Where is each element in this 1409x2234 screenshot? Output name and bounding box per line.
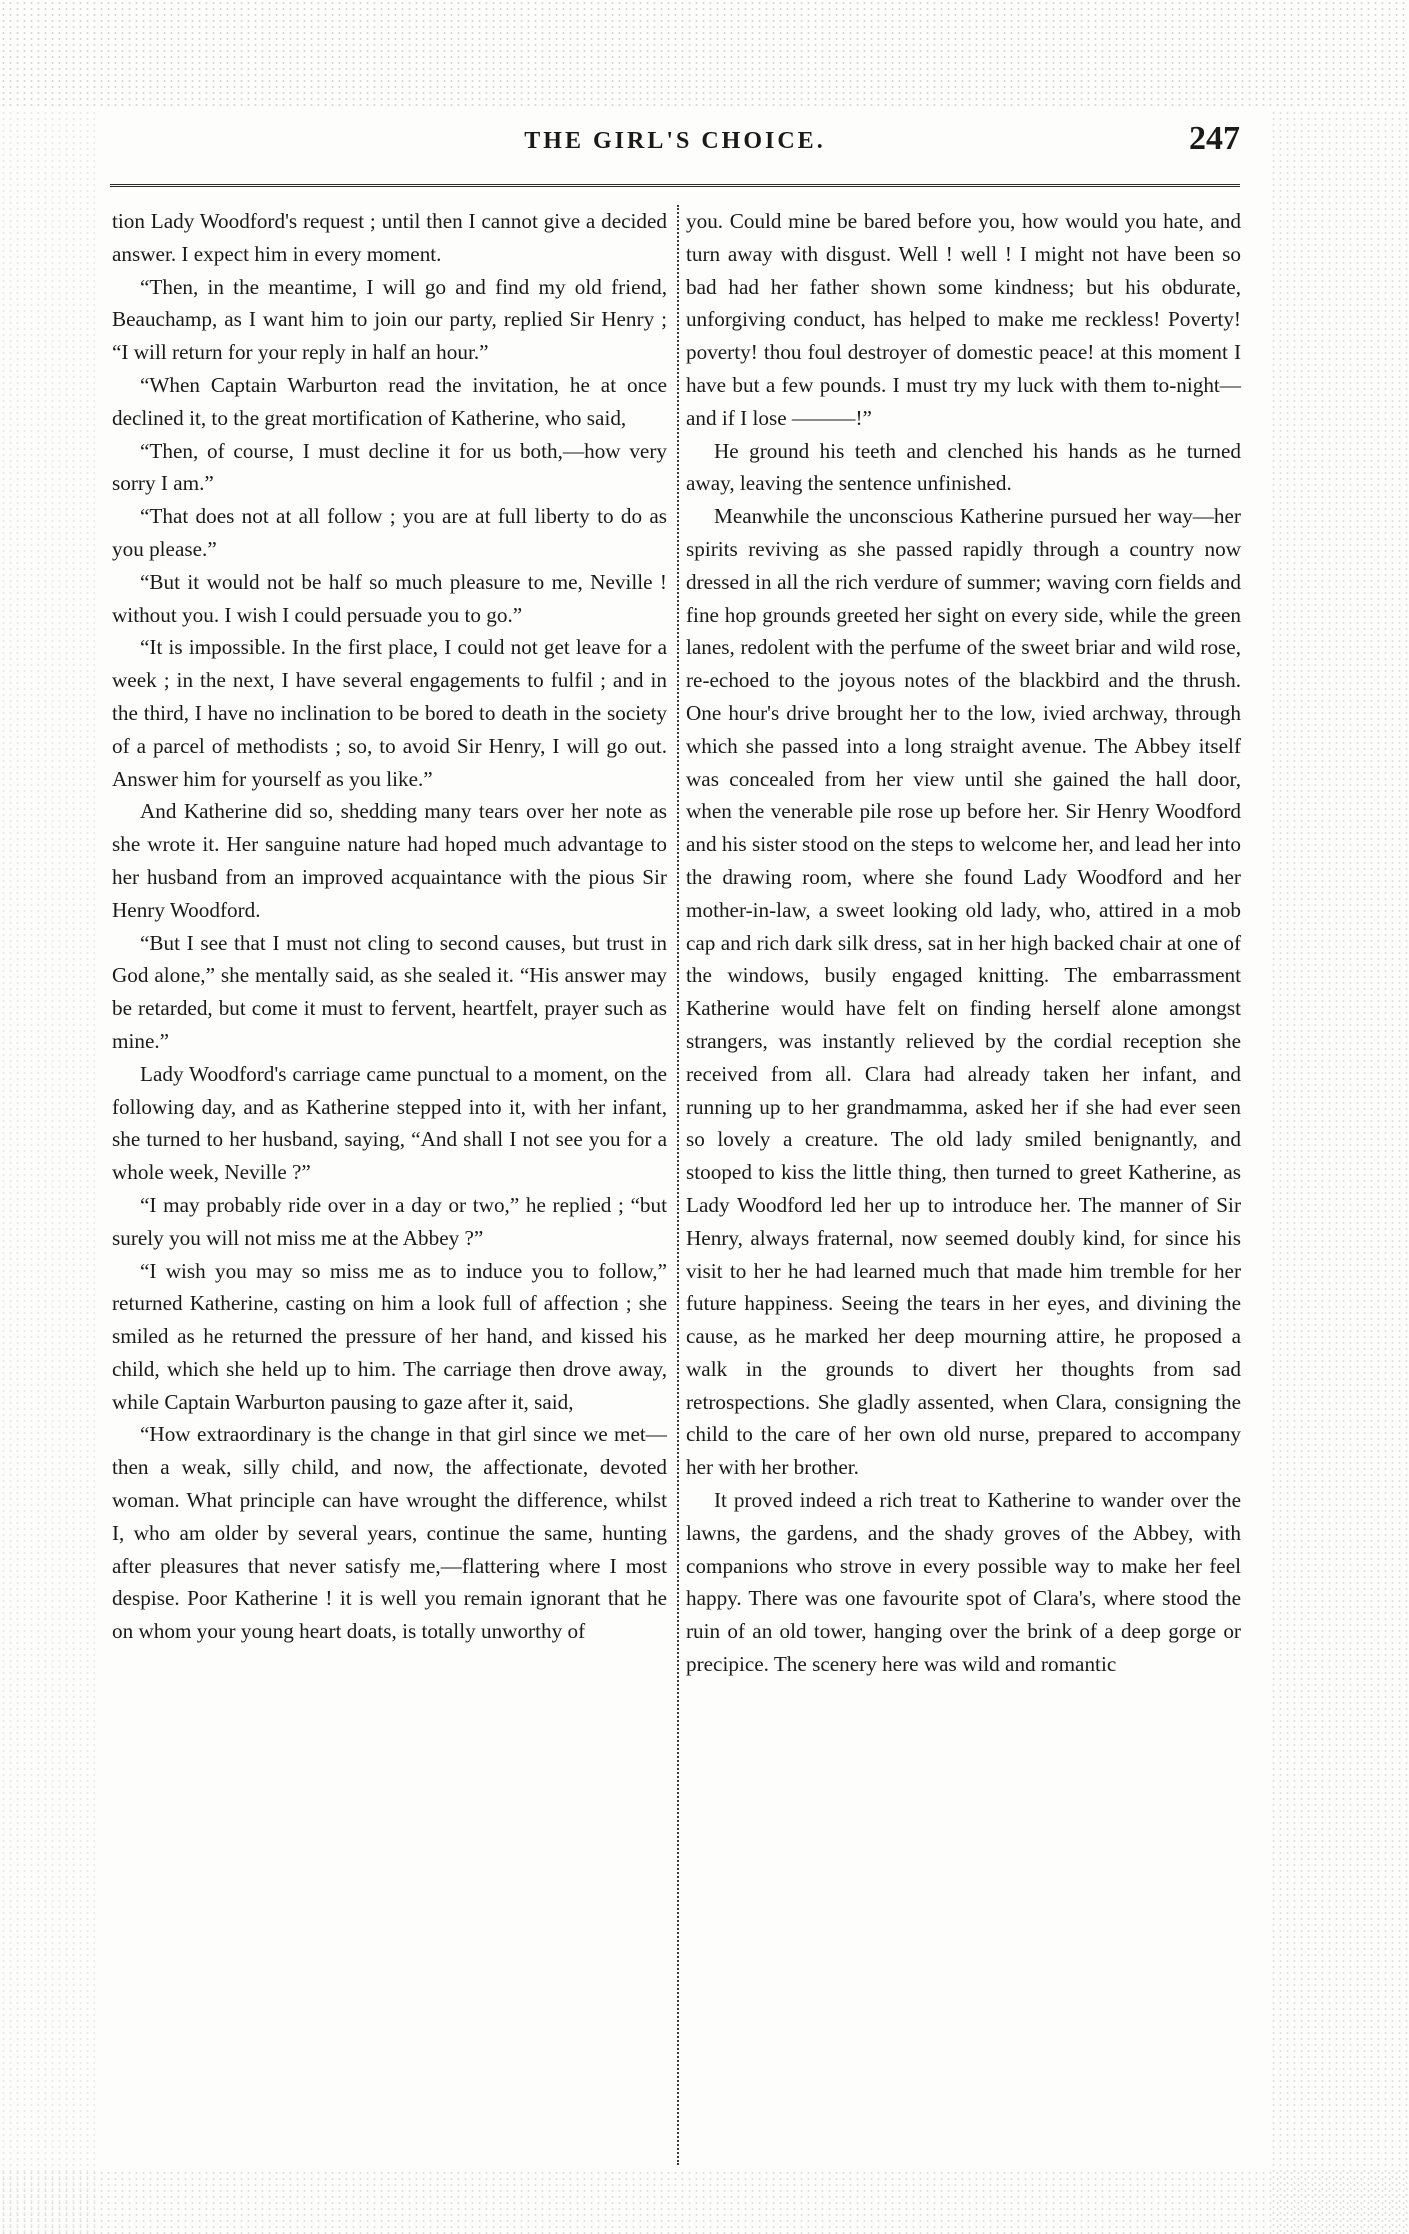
paragraph: you. Could mine be bared before you, how would you hate, and turn away with disgust. Well ! well ! I might not have been so bad had her father shown some kindness; but his obdurate, unforgiving conduct, has helped to make me reckless! Poverty! poverty! thou foul destroyer of domestic peace! at this moment I have but a few pounds. I must try my luck with them to-night—and if I lose ———!” (686, 209, 1241, 430)
right-column (686, 205, 1241, 1681)
paragraph: Meanwhile the unconscious Katherine pursued her way—her spirits reviving as she passed rapidly through a country now dressed in all the rich verdure of summer; waving corn fields and fine hop grounds greeted her sight on every side, while the green lanes, redolent with the perfume of the sweet briar and wild rose, re-echoed to the joyous notes of the blackbird and the thrush. One hour's drive brought her to the low, ivied archway, through which she passed into a long straight avenue. The Abbey itself was concealed from her view until she gained the hall door, when the venerable pile rose up before her. Sir Henry Woodford and his sister stood on the steps to welcome her, and lead her into the drawing room, where she found Lady Woodford and her mother-in-law, a sweet looking old lady, who, attired in a mob cap and rich dark silk dress, sat in her high backed chair at one of the windows, busily engaged knitting. The embarrassment Katherine would have felt on finding herself alone amongst strangers, was instantly relieved by the cordial reception she received from all. Clara had already taken her infant, and running up to her grandmamma, asked her if she had ever seen so lovely a creature. The old lady smiled benignantly, and stooped to kiss the little thing, then turned to greet Katherine, as Lady Woodford led her up to introduce her. The manner of Sir Henry, always fraternal, now seemed doubly kind, for since his visit to her he had learned much that made him tremble for her future happiness. Seeing the tears in her eyes, and divining the cause, as he marked her deep mourning attire, he proposed a walk in the grounds to divert her thoughts from sad retrospections. She gladly assented, when Clara, consigning the child to the care of her own old nurse, prepared to accompany her with her brother. (686, 504, 1241, 1480)
paragraph: He ground his teeth and clenched his hands as he turned away, leaving the sentence unfinished. (686, 438, 1241, 496)
paragraph: “It is impossible. In the first place, I could not get leave for a week ; in the next, I have several engagements to fulfil ; and in the third, I have no inclination to be bored to death in the society of a parcel of methodists ; so, to avoid Sir Henry, I will go out. Answer him for yourself as you like.” (112, 635, 667, 791)
scan-noise-bottom (0, 2170, 1409, 2234)
scan-noise-left (0, 110, 95, 2234)
scan-noise-top (0, 0, 1409, 110)
paragraph: “But I see that I must not cling to second causes, but trust in God alone,” she mentally said, as she sealed it. “His answer may be retarded, but come it must to fervent, heartfelt, prayer such as mine.” (112, 930, 667, 1053)
running-head (110, 112, 1240, 162)
scan-noise-right (1270, 110, 1409, 2234)
paragraph: And Katherine did so, shedding many tears over her note as she wrote it. Her sanguine nature had hoped much advantage to her husband from an improved acquaintance with the pious Sir Henry Woodford. (112, 799, 667, 922)
paragraph: tion Lady Woodford's request ; until then I cannot give a decided answer. I expect him in every moment. (112, 209, 667, 266)
paragraph: “Then, of course, I must decline it for us both,—how very sorry I am.” (112, 438, 667, 496)
paragraph: “Then, in the meantime, I will go and find my old friend, Beauchamp, as I want him to join our party, replied Sir Henry ; “I will return for your reply in half an hour.” (112, 274, 667, 365)
paragraph: “I may probably ride over in a day or two,” he replied ; “but surely you will not miss me at the Abbey ?” (112, 1192, 667, 1250)
page-number: 247 (1189, 120, 1240, 157)
paragraph: “But it would not be half so much pleasure to me, Neville ! without you. I wish I could persuade you to go.” (112, 569, 667, 627)
paragraph: “How extraordinary is the change in that girl since we met—then a weak, silly child, and now, the affectionate, devoted woman. What principle can have wrought the difference, whilst I, who am older by several years, continue the same, hunting after pleasures that never satisfy me,—flattering where I most despise. Poor Katherine ! it is well you remain ignorant that he on whom your young heart doats, is totally unworthy of (112, 1422, 667, 1644)
left-column (112, 205, 667, 1648)
paragraph: “I wish you may so miss me as to induce you to follow,” returned Katherine, casting on him a look full of affection ; she smiled as he returned the pressure of her hand, and kissed his child, which she held up to him. The carriage then drove away, while Captain Warburton pausing to gaze after it, said, (112, 1258, 667, 1414)
paragraph: “That does not at all follow ; you are at full liberty to do as you please.” (112, 504, 667, 561)
paragraph: It proved indeed a rich treat to Katherine to wander over the lawns, the gardens, and the shady groves of the Abbey, with companions who strove in every possible way to make her feel happy. There was one favourite spot of Clara's, where stood the ruin of an old tower, hanging over the brink of a deep gorge or precipice. The scenery here was wild and romantic (686, 1488, 1241, 1677)
running-title: THE GIRL'S CHOICE. (524, 128, 826, 154)
paragraph: Lady Woodford's carriage came punctual to a moment, on the following day, and as Katherine stepped into it, with her infant, she turned to her husband, saying, “And shall I not see you for a whole week, Neville ?” (112, 1061, 667, 1185)
column-divider (677, 205, 679, 2165)
paragraph: “When Captain Warburton read the invitation, he at once declined it, to the great mortification of Katherine, who said, (112, 372, 667, 430)
header-rule (110, 184, 1240, 187)
